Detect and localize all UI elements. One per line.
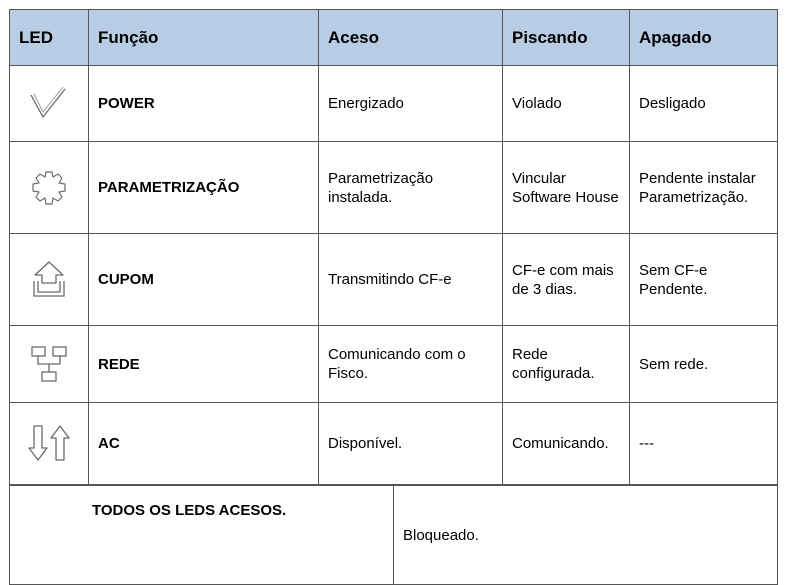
funcao-cell: REDE (89, 326, 319, 403)
apagado-cell: --- (630, 403, 778, 485)
aceso-cell: Parametrização instalada. (319, 142, 503, 234)
funcao-cell: PARAMETRIZAÇÃO (89, 142, 319, 234)
piscando-cell: Vincular Software House (503, 142, 630, 234)
piscando-cell: Comunicando. (503, 403, 630, 485)
led-status-table (9, 9, 778, 485)
funcao-cell: POWER (89, 66, 319, 142)
header-piscando: Piscando (503, 10, 630, 66)
all-leds-label: TODOS OS LEDS ACESOS. (10, 486, 394, 585)
aceso-cell: Transmitindo CF-e (319, 234, 503, 326)
header-led: LED (10, 10, 89, 66)
header-aceso: Aceso (319, 10, 503, 66)
funcao-cell: AC (89, 403, 319, 485)
table-row (10, 142, 778, 234)
gear-icon (29, 168, 69, 208)
header-funcao: Função (89, 10, 319, 66)
apagado-cell: Desligado (630, 66, 778, 142)
piscando-cell: Violado (503, 66, 630, 142)
table-row (10, 234, 778, 326)
table-row (10, 403, 778, 485)
table-row (10, 66, 778, 142)
all-leds-table (9, 485, 778, 585)
up-down-arrows-icon (27, 422, 71, 466)
network-icon (29, 343, 69, 385)
apagado-cell: Sem rede. (630, 326, 778, 403)
table-row (10, 326, 778, 403)
piscando-cell: CF-e com mais de 3 dias. (503, 234, 630, 326)
header-row (10, 10, 778, 66)
checkmark-icon (27, 84, 71, 124)
apagado-cell: Pendente instalar Parametrização. (630, 142, 778, 234)
aceso-cell: Disponível. (319, 403, 503, 485)
upload-tray-icon (29, 259, 69, 301)
header-apagado: Apagado (630, 10, 778, 66)
apagado-cell: Sem CF-e Pendente. (630, 234, 778, 326)
aceso-cell: Energizado (319, 66, 503, 142)
aceso-cell: Comunicando com o Fisco. (319, 326, 503, 403)
footer-row (10, 486, 778, 585)
all-leds-value: Bloqueado. (394, 486, 778, 585)
piscando-cell: Rede configurada. (503, 326, 630, 403)
funcao-cell: CUPOM (89, 234, 319, 326)
